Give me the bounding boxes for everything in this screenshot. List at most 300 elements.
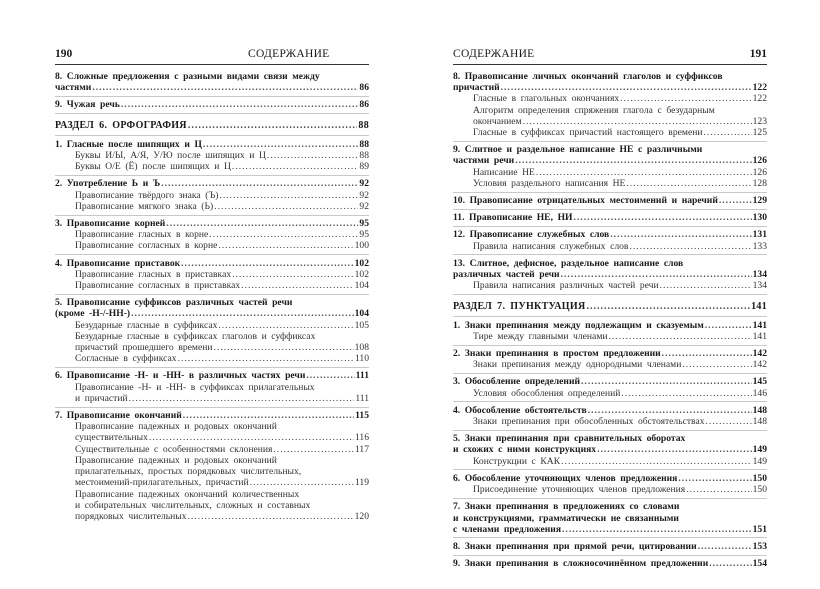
entry-line [55, 410, 369, 421]
entry-text: Правописание согласных в корне [75, 240, 218, 252]
entry-line [75, 229, 369, 240]
entry-text: Правила написания служебных слов [473, 240, 629, 252]
entry-page-number: 95 [359, 218, 369, 230]
entry-line [75, 320, 369, 331]
toc-group [55, 135, 369, 175]
entry-line [75, 353, 369, 364]
section-heading [453, 301, 767, 312]
toc-entry [453, 405, 767, 416]
entry-text: 13. Слитное, дефисное, раздельное написание слов [453, 257, 684, 269]
entry-page-number: 86 [359, 82, 369, 94]
entry-page-number: 131 [752, 229, 767, 241]
toc-group [453, 401, 767, 429]
toc-entry [55, 370, 369, 381]
entry-line [55, 178, 369, 189]
toc-subentry [55, 190, 369, 201]
entry-text: 10. Правописание отрицательных местоимений и наречий [453, 195, 718, 207]
entry-line [75, 280, 369, 291]
entry-page-number: 89 [359, 161, 369, 173]
entry-line [453, 212, 767, 223]
entry-page-number: 130 [752, 212, 767, 224]
entry-line [75, 331, 369, 342]
toc-entry [453, 212, 767, 223]
dot-leader [719, 195, 752, 206]
entry-line [55, 120, 369, 131]
entry-page-number: 86 [359, 99, 369, 111]
dot-leader [588, 405, 752, 416]
dot-leader [188, 120, 358, 131]
entry-page-number: 92 [359, 200, 369, 212]
entry-text: 2. Употребление Ь и Ъ [55, 178, 161, 190]
dot-leader [149, 432, 354, 443]
toc-entry [453, 558, 767, 569]
entry-text: РАЗДЕЛ 7. ПУНКТУАЦИЯ [453, 300, 586, 312]
entry-text: 2. Знаки препинания в простом предложении [453, 348, 661, 360]
entry-text: 4. Обособление обстоятельств [453, 404, 587, 416]
toc-subentry [55, 161, 369, 172]
entry-line [473, 388, 767, 399]
entry-text: 6. Обособление уточняющих членов предложения [453, 472, 678, 484]
entry-page-number: 95 [359, 229, 369, 241]
entry-line [453, 376, 767, 387]
entry-text: РАЗДЕЛ 6. ОРФОГРАФИЯ [55, 120, 187, 132]
toc-entry [453, 473, 767, 484]
dot-leader [501, 82, 752, 93]
entry-line [453, 229, 767, 240]
toc-entry [453, 376, 767, 387]
toc-subentry [453, 127, 767, 138]
entry-text: 12. Правописание служебных слов [453, 229, 610, 241]
entry-text: Правописание твёрдого знака (Ъ) [75, 189, 219, 201]
entry-line [453, 444, 767, 455]
entry-line [453, 348, 767, 359]
entry-line [75, 161, 369, 172]
entry-text: Условия раздельного написания НЕ [473, 177, 626, 189]
dot-leader [92, 82, 358, 93]
toc-subentry [55, 444, 369, 455]
entry-page-number: 119 [354, 477, 369, 489]
entry-text: Безударные гласные в суффиксах [75, 319, 218, 331]
entry-page-number: 133 [752, 240, 767, 252]
entry-page-number: 154 [752, 558, 767, 570]
entry-line [55, 139, 369, 150]
entry-line [55, 370, 369, 381]
toc-subentry [453, 484, 767, 495]
entry-line [473, 484, 767, 495]
toc-entry [453, 541, 767, 552]
entry-text: Правописание гласных в корне [75, 229, 209, 241]
entry-page-number: 108 [354, 342, 369, 354]
toc-entry [55, 297, 369, 319]
dot-leader [218, 240, 353, 251]
entry-page-number: 141 [752, 330, 767, 342]
entry-page-number: 149 [752, 455, 767, 467]
toc-group [453, 192, 767, 209]
dot-leader [267, 150, 359, 161]
entry-text: порядковых числительных [75, 510, 187, 522]
entry-text: Правописание падежных и родовых окончаний [75, 454, 277, 466]
entry-page-number: 100 [354, 240, 369, 252]
entry-line [453, 258, 767, 269]
entry-line [75, 421, 369, 432]
entry-line [55, 218, 369, 229]
toc-subentry [453, 167, 767, 178]
entry-line [473, 178, 767, 189]
entry-line [453, 155, 767, 166]
toc-group [453, 141, 767, 192]
entry-line [453, 433, 767, 444]
entry-line [75, 444, 369, 455]
entry-text: Знаки препинания между однородными членами [473, 359, 682, 371]
entry-page-number: 148 [752, 404, 767, 416]
entry-page-number: 120 [354, 510, 369, 522]
toc-entry [55, 258, 369, 269]
running-title: СОДЕРЖАНИЕ [453, 48, 535, 60]
section-group [453, 294, 767, 316]
dot-leader [678, 473, 751, 484]
dot-leader [161, 178, 358, 189]
entry-text: 9. Чужая речь [55, 99, 120, 111]
dot-leader [587, 301, 751, 312]
toc-subentry [55, 382, 369, 404]
toc-group [55, 96, 369, 113]
toc-group [55, 215, 369, 255]
entry-page-number: 141 [752, 319, 767, 331]
dot-leader [597, 444, 752, 455]
entry-line [473, 331, 767, 342]
entry-text: 7. Правописание окончаний [55, 410, 182, 422]
toc-subentry [453, 456, 767, 467]
toc-subentry [453, 105, 767, 127]
entry-text: 9. Слитное и раздельное написание НЕ с различными [453, 144, 703, 156]
entry-page-number: 111 [355, 370, 369, 382]
toc-entry [55, 218, 369, 229]
entry-line [453, 71, 767, 82]
entry-line [453, 320, 767, 331]
dot-leader [129, 393, 355, 404]
entry-text: прилагательных, простых порядковых числительных, [75, 466, 302, 478]
entry-page-number: 126 [752, 155, 767, 167]
entry-line [473, 167, 767, 178]
entry-page-number: 105 [354, 319, 369, 331]
dot-leader [183, 410, 354, 421]
entry-text: местоимений-прилагательных, причастий [75, 477, 249, 489]
entry-line [75, 500, 369, 511]
section-group [55, 113, 369, 135]
entry-text: частями [55, 82, 92, 94]
dot-leader [131, 308, 354, 319]
entry-page-number: 128 [752, 177, 767, 189]
entry-line [473, 241, 767, 252]
toc-group [453, 345, 767, 373]
toc-entry [453, 320, 767, 331]
dot-leader [561, 269, 752, 280]
entry-line [473, 359, 767, 370]
toc-entry [453, 229, 767, 240]
entry-line [75, 455, 369, 466]
left-page [55, 48, 369, 525]
entry-page-number: 92 [359, 189, 369, 201]
dot-leader [181, 258, 353, 269]
dot-leader [232, 269, 353, 280]
dot-leader [621, 388, 751, 399]
toc-entry [453, 195, 767, 206]
dot-leader [686, 484, 751, 495]
toc-subentry [453, 93, 767, 104]
entry-line [55, 308, 369, 319]
entry-page-number: 129 [752, 195, 767, 207]
toc-group [453, 226, 767, 254]
page-number: 191 [749, 48, 767, 60]
entry-page-number: 153 [752, 540, 767, 552]
entry-line [75, 489, 369, 500]
entry-text: Правописание падежных и родовых окончаний [75, 421, 277, 433]
entry-line [473, 93, 767, 104]
toc-subentry [453, 388, 767, 399]
entry-page-number: 142 [752, 348, 767, 360]
entry-page-number: 117 [354, 443, 369, 455]
toc-group [453, 537, 767, 554]
entry-text: существительных [75, 432, 148, 444]
toc-entry [55, 99, 369, 110]
toc-group [453, 555, 767, 572]
toc-group [55, 71, 369, 96]
entry-text: Алгоритм определения спряжения глагола с безударным [473, 104, 715, 116]
dot-leader [703, 127, 751, 138]
entry-text: Присоединение уточняющих членов предложения [473, 484, 686, 496]
toc-entry [453, 433, 767, 455]
toc-entry [55, 178, 369, 189]
toc-subentry [453, 331, 767, 342]
page-header [55, 48, 369, 65]
dot-leader [620, 93, 751, 104]
entry-text: различных частей речи [453, 269, 560, 281]
entry-page-number: 88 [358, 120, 369, 132]
entry-page-number: 141 [751, 300, 767, 312]
entry-line [453, 541, 767, 552]
entry-text: Правописание гласных в приставках [75, 268, 232, 280]
entry-page-number: 104 [354, 308, 369, 320]
entry-text: 9. Знаки препинания в сложносочинённом предложении [453, 558, 709, 570]
entry-text: 1. Знаки препинания между подлежащим и сказуемым [453, 319, 704, 331]
entry-line [75, 382, 369, 393]
toc-subentry [55, 455, 369, 489]
entry-page-number: 150 [752, 472, 767, 484]
entry-text: Правописание мягкого знака (Ь) [75, 200, 214, 212]
toc-subentry [55, 150, 369, 161]
toc-group [453, 469, 767, 497]
toc-subentry [55, 280, 369, 291]
entry-line [55, 99, 369, 110]
entry-line [473, 456, 767, 467]
toc-subentry [55, 421, 369, 443]
entry-text: 6. Правописание -Н- и -НН- в различных частях речи [55, 370, 306, 382]
toc-list [453, 71, 767, 572]
entry-page-number: 115 [355, 410, 369, 422]
dot-leader [574, 212, 752, 223]
entry-page-number: 142 [752, 359, 767, 371]
dot-leader [626, 178, 751, 189]
dot-leader [706, 416, 752, 427]
toc-entry [55, 71, 369, 93]
toc-subentry [453, 178, 767, 189]
entry-line [453, 82, 767, 93]
entry-line [75, 150, 369, 161]
entry-line [473, 105, 767, 116]
toc-subentry [55, 269, 369, 280]
entry-page-number: 102 [354, 268, 369, 280]
dot-leader [214, 201, 358, 212]
entry-text: Безударные гласные в суффиксах глаголов и суффиксах [75, 330, 316, 342]
dot-leader [214, 342, 354, 353]
entry-text: Буквы И/Ы, А/Я, У/Ю после шипящих и Ц [75, 150, 266, 162]
toc-entry [453, 348, 767, 359]
entry-line [473, 127, 767, 138]
entry-text: 4. Правописание приставок [55, 257, 181, 269]
toc-entry [55, 410, 369, 421]
section-heading [55, 120, 369, 131]
entry-line [473, 116, 767, 127]
entry-line [75, 342, 369, 353]
entry-line [453, 144, 767, 155]
entry-text: Тире между главными членами [473, 330, 608, 342]
entry-page-number: 149 [752, 444, 767, 456]
entry-line [55, 258, 369, 269]
entry-line [453, 473, 767, 484]
toc-subentry [55, 320, 369, 331]
toc-subentry [55, 331, 369, 353]
entry-text: 5. Правописание суффиксов различных частей речи [55, 297, 293, 309]
entry-text: причастий прошедшего времени [75, 342, 213, 354]
dot-leader [250, 477, 354, 488]
entry-text: 3. Правописание корней [55, 218, 166, 230]
entry-line [75, 201, 369, 212]
entry-text: 11. Правописание НЕ, НИ [453, 212, 573, 224]
toc-entry [453, 71, 767, 93]
entry-line [453, 195, 767, 206]
entry-page-number: 110 [354, 353, 369, 365]
entry-text: с членами предложения [453, 523, 562, 535]
entry-text: Правописание согласных в приставках [75, 280, 241, 292]
dot-leader [629, 241, 751, 252]
entry-line [453, 524, 767, 535]
dot-leader [610, 229, 751, 240]
dot-leader [203, 139, 359, 150]
entry-page-number: 104 [354, 280, 369, 292]
entry-text: Правила написания различных частей речи [473, 280, 659, 292]
toc-group [55, 407, 369, 525]
entry-line [75, 432, 369, 443]
dot-leader [273, 444, 354, 455]
entry-page-number: 145 [752, 376, 767, 388]
toc-subentry [453, 416, 767, 427]
entry-line [453, 301, 767, 312]
entry-line [55, 71, 369, 82]
entry-line [55, 82, 369, 93]
entry-text: Условия обособления определений [473, 387, 621, 399]
toc-subentry [55, 353, 369, 364]
dot-leader [660, 280, 752, 291]
dot-leader [219, 190, 358, 201]
entry-line [75, 511, 369, 522]
dot-leader [682, 359, 751, 370]
entry-text: Гласные в суффиксах причастий настоящего времени [473, 127, 703, 139]
toc-entry [453, 258, 767, 280]
right-page [453, 48, 767, 572]
toc-group [453, 498, 767, 538]
toc-entry [55, 139, 369, 150]
entry-text: Правописание падежных окончаний количественных [75, 488, 300, 500]
page-number: 190 [55, 48, 73, 60]
toc-subentry [453, 280, 767, 291]
dot-leader [121, 99, 359, 110]
entry-line [75, 190, 369, 201]
entry-page-number: 111 [355, 392, 369, 404]
dot-leader [609, 331, 752, 342]
entry-page-number: 148 [752, 416, 767, 428]
entry-text: Буквы О/Е (Ё) после шипящих и Ц [75, 161, 231, 173]
entry-text: 8. Правописание личных окончаний глаголов и суффиксов [453, 71, 723, 82]
toc-group [453, 373, 767, 401]
entry-page-number: 123 [752, 115, 767, 127]
entry-page-number: 88 [359, 150, 369, 162]
dot-leader [515, 155, 751, 166]
entry-text: и конструкциями, грамматически не связанными [453, 512, 679, 524]
entry-line [75, 240, 369, 251]
entry-line [473, 416, 767, 427]
dot-leader [523, 116, 752, 127]
entry-text: 1. Гласные после шипящих и Ц [55, 138, 202, 150]
entry-text: причастий [453, 82, 500, 94]
dot-leader [218, 320, 353, 331]
toc-subentry [55, 229, 369, 240]
entry-text: и собирательных числительных, сложных и составных [75, 499, 311, 511]
entry-page-number: 125 [752, 127, 767, 139]
toc-group [55, 294, 369, 367]
entry-page-number: 126 [752, 166, 767, 178]
entry-text: 8. Знаки препинания при прямой речи, цитировании [453, 540, 697, 552]
entry-page-number: 146 [752, 387, 767, 399]
entry-page-number: 116 [354, 432, 369, 444]
entry-text: частями речи [453, 155, 515, 167]
dot-leader [188, 511, 354, 522]
page-header [453, 48, 767, 65]
entry-text: и причастий [75, 392, 128, 404]
dot-leader [178, 353, 354, 364]
entry-line [75, 393, 369, 404]
toc-subentry [453, 359, 767, 370]
dot-leader [232, 161, 358, 172]
toc-group [55, 367, 369, 407]
dot-leader [536, 167, 752, 178]
entry-page-number: 92 [359, 178, 369, 190]
entry-text: Написание НЕ [473, 166, 535, 178]
entry-page-number: 102 [354, 257, 369, 269]
dot-leader [562, 524, 752, 535]
entry-text: Правописание -Н- и -НН- в суффиксах прилагательных [75, 381, 315, 393]
entry-line [473, 280, 767, 291]
entry-line [453, 558, 767, 569]
entry-page-number: 122 [752, 82, 767, 94]
dot-leader [662, 348, 752, 359]
entry-text: Существительные с особенностями склонения [75, 443, 273, 455]
entry-text: Конструкции с КАК [473, 455, 561, 467]
dot-leader [581, 376, 752, 387]
entry-text: (кроме -Н-/-НН-) [55, 308, 131, 320]
toc-group [55, 254, 369, 294]
entry-page-number: 88 [359, 138, 369, 150]
entry-line [75, 269, 369, 280]
